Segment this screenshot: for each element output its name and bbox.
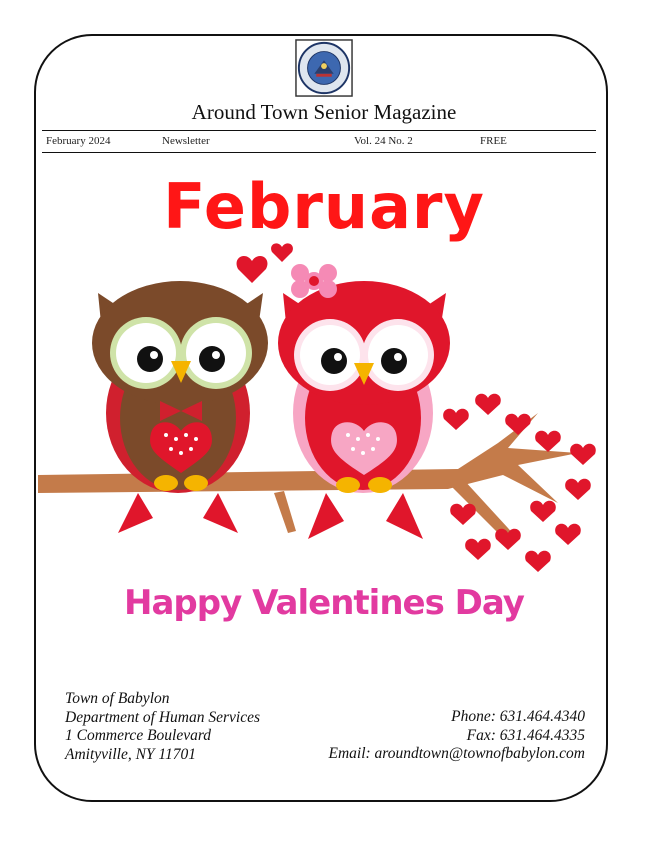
header-rule-bottom bbox=[42, 152, 596, 153]
email-address[interactable]: Email: aroundtown@townofbabylon.com bbox=[328, 745, 585, 762]
header-rule-top bbox=[42, 130, 596, 131]
month-heading: February bbox=[163, 170, 485, 243]
phone-number: Phone: 631.464.4340 bbox=[451, 708, 585, 725]
publication-type: Newsletter bbox=[162, 135, 210, 147]
address-line-organization: Town of Babylon bbox=[65, 690, 170, 707]
magazine-title: Around Town Senior Magazine bbox=[191, 100, 457, 124]
volume-number: Vol. 24 No. 2 bbox=[354, 135, 413, 147]
price-label: FREE bbox=[480, 135, 507, 147]
mailing-address bbox=[65, 690, 260, 764]
address-line-city: Amityville, NY 11701 bbox=[65, 745, 197, 763]
contact-info bbox=[328, 708, 585, 764]
valentines-greeting: Happy Valentines Day bbox=[124, 583, 524, 623]
address-line-department: Department of Human Services bbox=[65, 708, 260, 726]
fax-number: Fax: 631.464.4335 bbox=[466, 726, 585, 744]
issue-date: February 2024 bbox=[46, 135, 111, 147]
two-owls-on-heart-branch-icon bbox=[38, 243, 608, 593]
address-line-street: 1 Commerce Boulevard bbox=[65, 727, 212, 744]
town-seal-logo bbox=[295, 39, 353, 97]
